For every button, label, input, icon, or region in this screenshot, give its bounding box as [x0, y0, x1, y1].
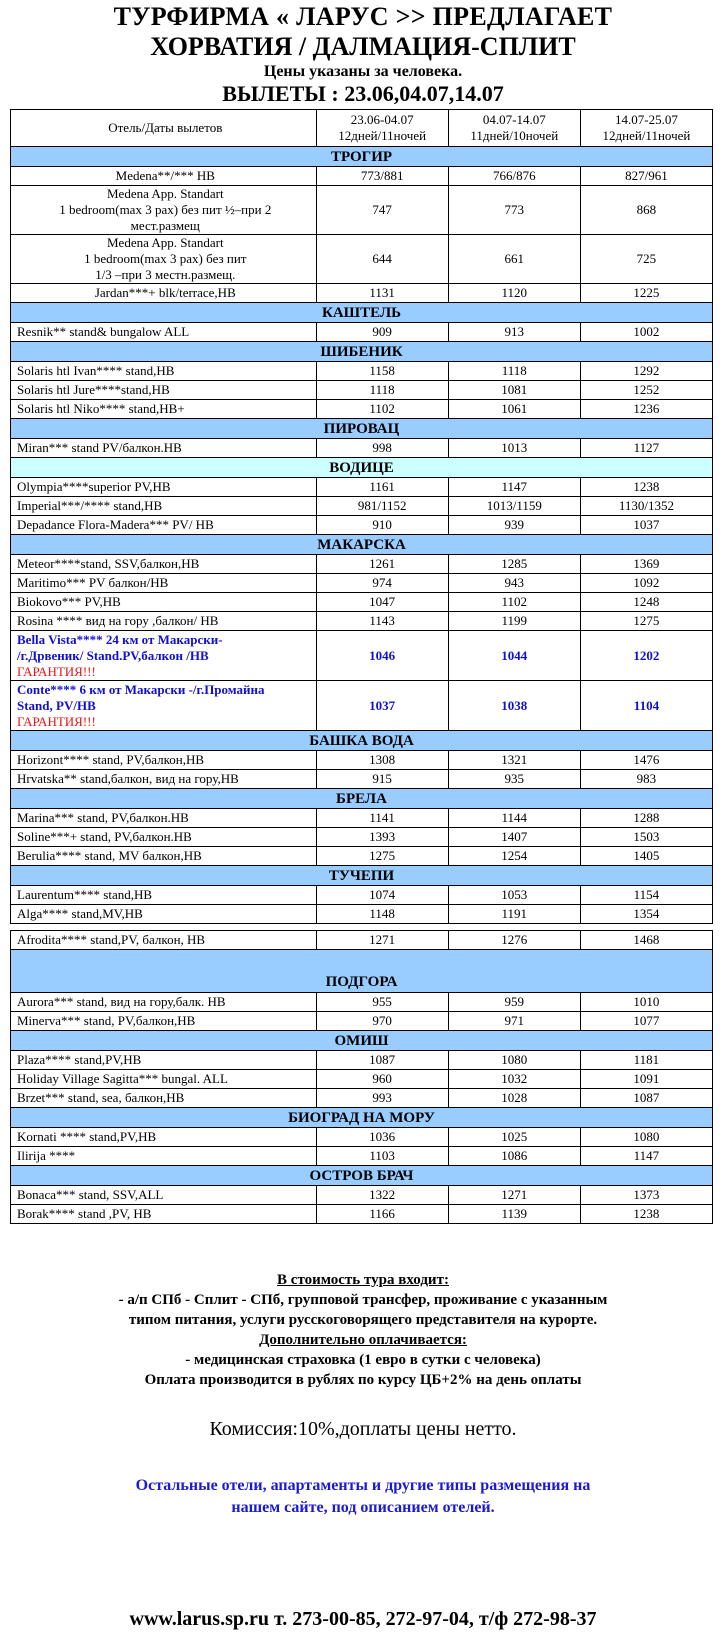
hotel-name: Afrodita**** stand,PV, балкон, HB [17, 932, 206, 947]
section-title: МАКАРСКА [11, 535, 713, 555]
terms-block [0, 1270, 726, 1390]
table-gap [11, 924, 713, 931]
hotel-name-line: Medena App. Standart [106, 235, 224, 250]
price-cell: 1130/1352 [580, 497, 712, 516]
hotel-name-cell [11, 400, 317, 419]
price-cell: 1002 [580, 323, 712, 342]
hotel-name: Marina*** stand, PV,балкон.HB [17, 810, 189, 825]
price-cell: 1087 [316, 1051, 448, 1070]
title-line-1: ТУРФИРМА « ЛАРУС >> ПРЕДЛАГАЕТ [113, 2, 613, 31]
hotel-name: Holiday Village Sagitta*** bungal. ALL [17, 1071, 228, 1086]
hotel-name: Imperial***/**** stand,HB [17, 498, 163, 513]
section-header-row [11, 866, 713, 886]
table-row [11, 905, 713, 924]
table-row [11, 612, 713, 631]
table-row [11, 886, 713, 905]
period-dates: 14.07-25.07 [615, 112, 678, 127]
price-cell: 983 [580, 770, 712, 789]
price-cell: 1248 [580, 593, 712, 612]
price-cell: 1275 [580, 612, 712, 631]
price-cell: 1074 [316, 886, 448, 905]
table-row [11, 167, 713, 186]
price-cell: 1141 [316, 809, 448, 828]
price-cell: 1202 [580, 631, 712, 681]
hotel-name-cell [11, 323, 317, 342]
price-cell: 1061 [448, 400, 580, 419]
section-title: БРЕЛА [11, 789, 713, 809]
price-cell: 943 [448, 574, 580, 593]
table-row [11, 809, 713, 828]
price-cell: 1191 [448, 905, 580, 924]
extra-title: Дополнительно оплачивается: [259, 1332, 467, 1348]
hotel-name-cell [11, 1186, 317, 1205]
price-cell: 909 [316, 323, 448, 342]
section-header-row [11, 789, 713, 809]
price-cell: 1025 [448, 1128, 580, 1147]
price-cell: 1103 [316, 1147, 448, 1166]
price-cell: 1092 [580, 574, 712, 593]
price-cell: 998 [316, 439, 448, 458]
price-cell: 1181 [580, 1051, 712, 1070]
price-cell: 971 [448, 1012, 580, 1031]
price-cell: 1038 [448, 681, 580, 731]
hotel-name: Laurentum**** stand,HB [17, 887, 153, 902]
hotel-name: Depadance Flora-Madera*** PV/ HB [17, 517, 214, 532]
hotel-name-cell [11, 1089, 317, 1108]
table-row [11, 631, 713, 681]
price-cell: 1225 [580, 284, 712, 303]
price-cell: 1077 [580, 1012, 712, 1031]
price-cell: 1139 [448, 1205, 580, 1224]
section-header-row [11, 147, 713, 167]
table-row [11, 993, 713, 1012]
price-cell: 1407 [448, 828, 580, 847]
hotel-name-cell [11, 1128, 317, 1147]
hotel-name: Alga**** stand,MV,HB [17, 906, 143, 921]
table-row [11, 439, 713, 458]
price-cell: 1161 [316, 478, 448, 497]
hotel-name: Rosina **** вид на гору ,балкон/ HB [17, 613, 219, 628]
guarantee-badge: ГАРАНТИЯ!!! [17, 713, 96, 729]
price-cell: 1044 [448, 631, 580, 681]
price-cell: 725 [580, 235, 712, 284]
price-cell: 1292 [580, 362, 712, 381]
price-cell: 1102 [316, 400, 448, 419]
price-cell: 1468 [580, 931, 712, 950]
hotel-name-cell [11, 362, 317, 381]
price-cell: 827/961 [580, 167, 712, 186]
hotel-name: Aurora*** stand, вид на гору,балк. HB [17, 994, 226, 1009]
table-row [11, 362, 713, 381]
hotel-name-line: Medena App. Standart [106, 186, 224, 201]
hotel-name: Bonaca*** stand, SSV,ALL [17, 1187, 164, 1202]
commission-note: Комиссия:10%,доплаты цены нетто. [209, 1418, 517, 1440]
price-cell: 747 [316, 186, 448, 235]
hotel-name: Solaris htl Niko**** stand,HB+ [17, 401, 185, 416]
price-cell: 1080 [580, 1128, 712, 1147]
price-cell: 939 [448, 516, 580, 535]
price-cell: 1147 [448, 478, 580, 497]
hotel-name-line: 1 bedroom(max 3 pax) без пит ½–при 2 [59, 202, 272, 217]
table-row [11, 847, 713, 866]
price-cell: 1010 [580, 993, 712, 1012]
price-cell: 1154 [580, 886, 712, 905]
price-cell: 960 [316, 1070, 448, 1089]
price-cell: 1261 [316, 555, 448, 574]
hotel-name: Solaris htl Ivan**** stand,HB [17, 363, 175, 378]
price-cell: 1091 [580, 1070, 712, 1089]
price-cell: 1238 [580, 478, 712, 497]
section-header-row [11, 458, 713, 478]
section-header-row [11, 950, 713, 993]
column-header-period-1 [316, 110, 448, 147]
hotel-name-cell [11, 931, 317, 950]
price-cell: 1476 [580, 751, 712, 770]
price-cell: 1087 [580, 1089, 712, 1108]
price-cell: 1053 [448, 886, 580, 905]
price-cell: 1166 [316, 1205, 448, 1224]
price-cell: 1143 [316, 612, 448, 631]
included-line-2: типом питания, услуги русскоговорящего представителя на курорте. [128, 1312, 598, 1328]
price-cell: 1086 [448, 1147, 580, 1166]
section-title: ОСТРОВ БРАЧ [11, 1166, 713, 1186]
price-cell: 1252 [580, 381, 712, 400]
column-header-hotel: Отель/Даты вылетов [11, 110, 317, 147]
price-cell: 1120 [448, 284, 580, 303]
hotel-name-line: Stand, PV/HB [17, 697, 96, 713]
section-title: ОМИШ [11, 1031, 713, 1051]
price-cell: 1276 [448, 931, 580, 950]
table-header-row [11, 110, 713, 147]
included-title: В стоимость тура входит: [277, 1272, 449, 1288]
table-row [11, 828, 713, 847]
hotel-name-cell [11, 1012, 317, 1031]
table-row [11, 235, 713, 284]
hotel-name-cell [11, 497, 317, 516]
hotel-name-line: Conte**** 6 км от Макарски -/г.Промайна [17, 681, 265, 697]
price-cell: 773 [448, 186, 580, 235]
hotel-name: Brzet*** stand, sea, балкон,HB [17, 1090, 185, 1105]
price-cell: 1080 [448, 1051, 580, 1070]
period-duration: 12дней/11ночей [602, 128, 691, 143]
payment-line: Оплата производится в рублях по курсу ЦБ+2% на день оплаты [144, 1372, 582, 1388]
period-dates: 04.07-14.07 [482, 112, 546, 127]
price-cell: 1285 [448, 555, 580, 574]
hotel-name-line: мест.размещ [130, 218, 200, 233]
price-cell: 1271 [316, 931, 448, 950]
hotel-name: Medena**/*** HB [115, 168, 215, 183]
other-hotels-note [0, 1475, 726, 1519]
price-cell: 1308 [316, 751, 448, 770]
period-duration: 11дней/10ночей [470, 128, 559, 143]
hotel-name-cell [11, 751, 317, 770]
price-cell: 1147 [580, 1147, 712, 1166]
guarantee-badge: ГАРАНТИЯ!!! [17, 663, 96, 679]
price-cell: 1373 [580, 1186, 712, 1205]
price-cell: 1036 [316, 1128, 448, 1147]
section-title: ШИБЕНИК [11, 342, 713, 362]
hotel-name-cell [11, 828, 317, 847]
price-cell: 1354 [580, 905, 712, 924]
table-row [11, 381, 713, 400]
price-cell: 1028 [448, 1089, 580, 1108]
other-hotels-line-2: нашем сайте, под описанием отелей. [231, 1499, 495, 1516]
price-cell: 1131 [316, 284, 448, 303]
hotel-name: Solaris htl Jure****stand,HB [17, 382, 170, 397]
hotel-name: Maritimo*** PV балкон/HB [17, 575, 169, 590]
section-header-row [11, 419, 713, 439]
hotel-name-cell [11, 555, 317, 574]
table-row [11, 1205, 713, 1224]
price-cell: 661 [448, 235, 580, 284]
hotel-name: Resnik** stand& bungalow ALL [17, 324, 190, 339]
price-cell: 955 [316, 993, 448, 1012]
price-cell: 913 [448, 323, 580, 342]
hotel-name: Borak**** stand ,PV, HB [17, 1206, 152, 1221]
hotel-name: Meteor****stand, SSV,балкон,HB [17, 556, 200, 571]
hotel-name: Olympia****superior PV,HB [17, 479, 171, 494]
hotel-name-cell [11, 439, 317, 458]
table-row [11, 284, 713, 303]
hotel-name: Jardan***+ blk/terrace,HB [94, 285, 236, 300]
price-cell: 1047 [316, 593, 448, 612]
hotel-name-cell [11, 574, 317, 593]
title-line-2: ХОРВАТИЯ / ДАЛМАЦИЯ-СПЛИТ [150, 32, 576, 61]
departures: ВЫЛЕТЫ : 23.06,04.07,14.07 [222, 81, 504, 106]
table-row [11, 1128, 713, 1147]
price-cell: 1236 [580, 400, 712, 419]
section-header-row [11, 731, 713, 751]
table-row [11, 516, 713, 535]
hotel-name-cell [11, 516, 317, 535]
included-line-1: - а/п СПб - Сплит - СПб, групповой трансфер, проживание с указанным [118, 1292, 608, 1308]
price-cell: 1322 [316, 1186, 448, 1205]
price-cell: 1013 [448, 439, 580, 458]
hotel-name-cell [11, 770, 317, 789]
price-cell: 868 [580, 186, 712, 235]
hotel-name-cell [11, 593, 317, 612]
section-title: КАШТЕЛЬ [11, 303, 713, 323]
hotel-name-cell [11, 809, 317, 828]
section-title: ПОДГОРА [11, 950, 713, 993]
price-cell: 1046 [316, 631, 448, 681]
price-cell: 1254 [448, 847, 580, 866]
price-cell: 644 [316, 235, 448, 284]
other-hotels-line-1: Остальные отели, апартаменты и другие типы размещения на [135, 1477, 591, 1494]
hotel-name: Hrvatska** stand,балкон, вид на гору,HB [17, 771, 239, 786]
hotel-name: Soline***+ stand, PV,балкон.HB [17, 829, 192, 844]
subtitle: Цены указаны за человека. [263, 63, 463, 80]
table-row [11, 555, 713, 574]
section-header-row [11, 342, 713, 362]
price-table [10, 109, 713, 1224]
price-cell: 935 [448, 770, 580, 789]
hotel-name-cell [11, 1070, 317, 1089]
hotel-name: Kornati **** stand,PV,HB [17, 1129, 157, 1144]
table-row [11, 1089, 713, 1108]
price-cell: 993 [316, 1089, 448, 1108]
price-cell: 1118 [448, 362, 580, 381]
extra-line: - медицинская страховка (1 евро в сутки с человека) [185, 1352, 541, 1368]
hotel-name-cell [11, 886, 317, 905]
price-cell: 1118 [316, 381, 448, 400]
table-row [11, 770, 713, 789]
section-title: ПИРОВАЦ [11, 419, 713, 439]
price-cell: 1148 [316, 905, 448, 924]
price-cell: 1037 [580, 516, 712, 535]
section-header-row [11, 535, 713, 555]
section-title: ВОДИЦЕ [11, 458, 713, 478]
period-dates: 23.06-04.07 [350, 112, 414, 127]
price-cell: 1032 [448, 1070, 580, 1089]
price-cell: 981/1152 [316, 497, 448, 516]
section-title: БИОГРАД НА МОРУ [11, 1108, 713, 1128]
price-cell: 766/876 [448, 167, 580, 186]
hotel-name-cell [11, 381, 317, 400]
price-cell: 1127 [580, 439, 712, 458]
hotel-name-cell [11, 1205, 317, 1224]
hotel-name: Biokovo*** PV,HB [17, 594, 121, 609]
price-cell: 1144 [448, 809, 580, 828]
price-cell: 773/881 [316, 167, 448, 186]
contact-footer: www.larus.sp.ru т. 273-00-85, 272-97-04, т/ф 272-98-37 [129, 1608, 597, 1630]
price-cell: 1238 [580, 1205, 712, 1224]
hotel-name-cell [11, 905, 317, 924]
price-cell: 1199 [448, 612, 580, 631]
hotel-name-cell [11, 612, 317, 631]
hotel-name-cell [11, 478, 317, 497]
price-cell: 1102 [448, 593, 580, 612]
hotel-name-cell [11, 235, 317, 284]
hotel-name-cell [11, 993, 317, 1012]
hotel-name: Berulia**** stand, MV балкон,HB [17, 848, 202, 863]
table-row [11, 1051, 713, 1070]
hotel-name-cell [11, 847, 317, 866]
column-header-period-3 [580, 110, 712, 147]
hotel-name: Horizont**** stand, PV,балкон,HB [17, 752, 205, 767]
table-row [11, 751, 713, 770]
table-row [11, 574, 713, 593]
table-row [11, 593, 713, 612]
price-cell: 1503 [580, 828, 712, 847]
hotel-name-line: Bella Vista**** 24 км от Макарски- [17, 631, 223, 647]
hotel-name-cell [11, 1051, 317, 1070]
hotel-name-cell [11, 1147, 317, 1166]
table-row [11, 1186, 713, 1205]
gap-cell [11, 924, 713, 931]
section-title: ТУЧЕПИ [11, 866, 713, 886]
price-cell: 970 [316, 1012, 448, 1031]
price-cell: 1321 [448, 751, 580, 770]
section-title: ТРОГИР [11, 147, 713, 167]
price-cell: 1405 [580, 847, 712, 866]
section-header-row [11, 303, 713, 323]
price-cell: 915 [316, 770, 448, 789]
table-row [11, 931, 713, 950]
price-cell: 1037 [316, 681, 448, 731]
hotel-name-line: 1 bedroom(max 3 pax) без пит [84, 251, 247, 266]
hotel-name: Plaza**** stand,PV,HB [17, 1052, 142, 1067]
price-cell: 959 [448, 993, 580, 1012]
hotel-name-line: /г.Дрвеник/ Stand.PV,балкон /HB [17, 647, 209, 663]
section-title: БАШКА ВОДА [11, 731, 713, 751]
price-cell: 1158 [316, 362, 448, 381]
table-row [11, 681, 713, 731]
price-cell: 1393 [316, 828, 448, 847]
section-header-row [11, 1108, 713, 1128]
hotel-name: Miran*** stand PV/балкон.HB [17, 440, 182, 455]
table-row [11, 323, 713, 342]
price-cell: 1013/1159 [448, 497, 580, 516]
section-header-row [11, 1166, 713, 1186]
price-cell: 974 [316, 574, 448, 593]
price-cell: 910 [316, 516, 448, 535]
table-row [11, 1070, 713, 1089]
price-cell: 1081 [448, 381, 580, 400]
price-cell: 1275 [316, 847, 448, 866]
price-cell: 1271 [448, 1186, 580, 1205]
section-header-row [11, 1031, 713, 1051]
table-row [11, 478, 713, 497]
table-row [11, 1147, 713, 1166]
table-row [11, 400, 713, 419]
table-row [11, 186, 713, 235]
hotel-name-line: 1/3 –при 3 местн.размещ. [95, 267, 236, 282]
hotel-name: Minerva*** stand, PV,балкон,HB [17, 1013, 196, 1028]
price-cell: 1288 [580, 809, 712, 828]
hotel-name-cell [11, 284, 317, 303]
table-row [11, 497, 713, 516]
period-duration: 12дней/11ночей [338, 128, 427, 143]
column-header-period-2 [448, 110, 580, 147]
table-row [11, 1012, 713, 1031]
hotel-name-cell [11, 681, 317, 731]
hotel-name-cell [11, 631, 317, 681]
hotel-name-cell [11, 167, 317, 186]
price-cell: 1104 [580, 681, 712, 731]
hotel-name-cell [11, 186, 317, 235]
hotel-name: Ilirija **** [17, 1148, 76, 1163]
price-cell: 1369 [580, 555, 712, 574]
